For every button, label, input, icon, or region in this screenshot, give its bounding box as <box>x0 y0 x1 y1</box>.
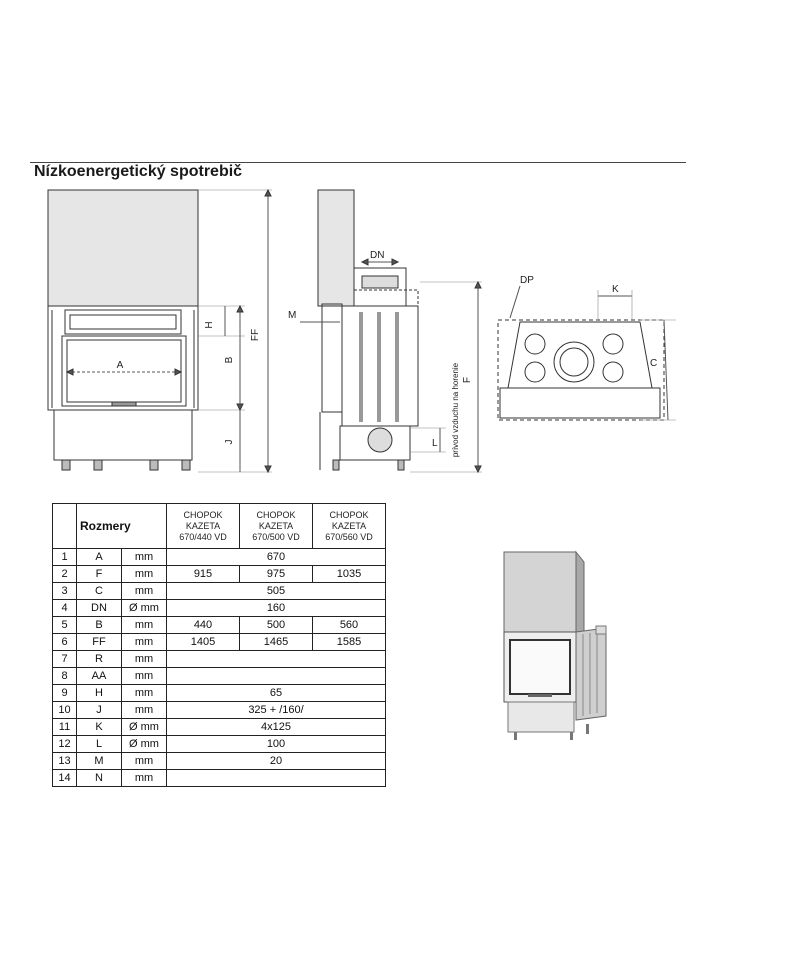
table-row <box>53 719 386 736</box>
table-cell: mm <box>122 651 167 668</box>
table-cell: 3 <box>53 583 77 600</box>
table-cell: 12 <box>53 736 77 753</box>
table-cell: M <box>77 753 122 770</box>
table-row <box>53 685 386 702</box>
table-cell: Ø mm <box>122 600 167 617</box>
table-cell: L <box>77 736 122 753</box>
table-cell: 915 <box>167 566 240 583</box>
table-cell: 1585 <box>313 634 386 651</box>
table-cell <box>167 651 386 668</box>
table-cell: mm <box>122 753 167 770</box>
table-cell: 560 <box>313 617 386 634</box>
front-glass <box>67 340 181 402</box>
table-cell: 20 <box>167 753 386 770</box>
table-row <box>53 600 386 617</box>
front-top-panel <box>48 190 198 306</box>
table-cell: mm <box>122 668 167 685</box>
front-lintel-inner <box>70 315 176 329</box>
table-cell: mm <box>122 634 167 651</box>
table-cell: 7 <box>53 651 77 668</box>
label-DP: DP <box>520 275 534 286</box>
front-handle <box>112 402 136 406</box>
front-base <box>54 410 192 460</box>
label-A: A <box>116 360 124 371</box>
table-cell: 4 <box>53 600 77 617</box>
table-header-label: Rozmery <box>77 504 167 549</box>
table-cell: 13 <box>53 753 77 770</box>
label-K: K <box>612 284 619 295</box>
table-cell: F <box>77 566 122 583</box>
label-L: L <box>432 438 438 449</box>
table-cell: B <box>77 617 122 634</box>
model-header-2: CHOPOK KAZETA 670/500 VD <box>240 504 313 549</box>
table-row <box>53 617 386 634</box>
label-B: B <box>224 356 235 364</box>
table-row <box>53 566 386 583</box>
table-cell: 440 <box>167 617 240 634</box>
render-top-panel <box>504 552 576 632</box>
table-cell: 160 <box>167 600 386 617</box>
front-upper-lintel <box>65 310 181 334</box>
label-J: J <box>224 439 235 445</box>
label-F: F <box>462 376 473 384</box>
render-side <box>576 628 606 720</box>
table-row <box>53 549 386 566</box>
label-air-inlet: prívod vzduchu na horenie <box>451 362 460 458</box>
label-M: M <box>288 310 297 321</box>
table-cell: 8 <box>53 668 77 685</box>
table-cell: mm <box>122 702 167 719</box>
table-cell: AA <box>77 668 122 685</box>
table-cell: 1465 <box>240 634 313 651</box>
side-door <box>322 304 342 412</box>
table-cell: 670 <box>167 549 386 566</box>
table-row <box>53 651 386 668</box>
model-header-3: CHOPOK KAZETA 670/560 VD <box>313 504 386 549</box>
table-cell: 500 <box>240 617 313 634</box>
table-row <box>53 668 386 685</box>
table-cell: 65 <box>167 685 386 702</box>
table-row <box>53 702 386 719</box>
table-cell: DN <box>77 600 122 617</box>
table-cell: mm <box>122 617 167 634</box>
table-header-row <box>53 504 386 549</box>
model-header-1: CHOPOK KAZETA 670/440 VD <box>167 504 240 549</box>
table-cell: 6 <box>53 634 77 651</box>
table-cell: 505 <box>167 583 386 600</box>
table-cell: 14 <box>53 770 77 787</box>
render-glass <box>510 640 570 694</box>
table-cell: Ø mm <box>122 719 167 736</box>
table-cell <box>167 770 386 787</box>
table-cell: 2 <box>53 566 77 583</box>
table-cell: FF <box>77 634 122 651</box>
table-row <box>53 753 386 770</box>
table-cell: 1405 <box>167 634 240 651</box>
table-cell: mm <box>122 566 167 583</box>
table-cell: 1035 <box>313 566 386 583</box>
table-cell: A <box>77 549 122 566</box>
table-cell: Ø mm <box>122 736 167 753</box>
front-glass-frame <box>62 336 186 406</box>
table-cell: 4x125 <box>167 719 386 736</box>
table-row <box>53 583 386 600</box>
table-cell: 975 <box>240 566 313 583</box>
table-cell: 11 <box>53 719 77 736</box>
table-cell: C <box>77 583 122 600</box>
table-cell: 100 <box>167 736 386 753</box>
table-cell: mm <box>122 549 167 566</box>
front-view <box>48 190 272 472</box>
label-C: C <box>650 358 658 369</box>
table-cell: 10 <box>53 702 77 719</box>
table-cell: 9 <box>53 685 77 702</box>
table-cell: mm <box>122 583 167 600</box>
dimensions-table <box>52 503 386 787</box>
front-feet <box>62 460 190 470</box>
table-cell <box>167 668 386 685</box>
label-FF: FF <box>250 328 261 342</box>
table-row <box>53 770 386 787</box>
table-row <box>53 736 386 753</box>
table-cell: 5 <box>53 617 77 634</box>
table-cell: H <box>77 685 122 702</box>
label-H: H <box>204 321 215 329</box>
table-cell: mm <box>122 770 167 787</box>
product-render <box>490 548 630 758</box>
table-cell: 1 <box>53 549 77 566</box>
table-cell: K <box>77 719 122 736</box>
label-DN: DN <box>370 250 385 261</box>
table-cell: 325 + /160/ <box>167 702 386 719</box>
top-view <box>498 286 676 420</box>
table-row <box>53 634 386 651</box>
top-front-panel <box>500 388 660 418</box>
table-cell: N <box>77 770 122 787</box>
top-body <box>508 322 652 388</box>
table-cell: J <box>77 702 122 719</box>
table-cell: mm <box>122 685 167 702</box>
render-base <box>508 702 574 732</box>
table-cell: R <box>77 651 122 668</box>
page-title: Nízkoenergetický spotrebič <box>34 163 243 180</box>
side-air-inlet <box>368 428 392 452</box>
